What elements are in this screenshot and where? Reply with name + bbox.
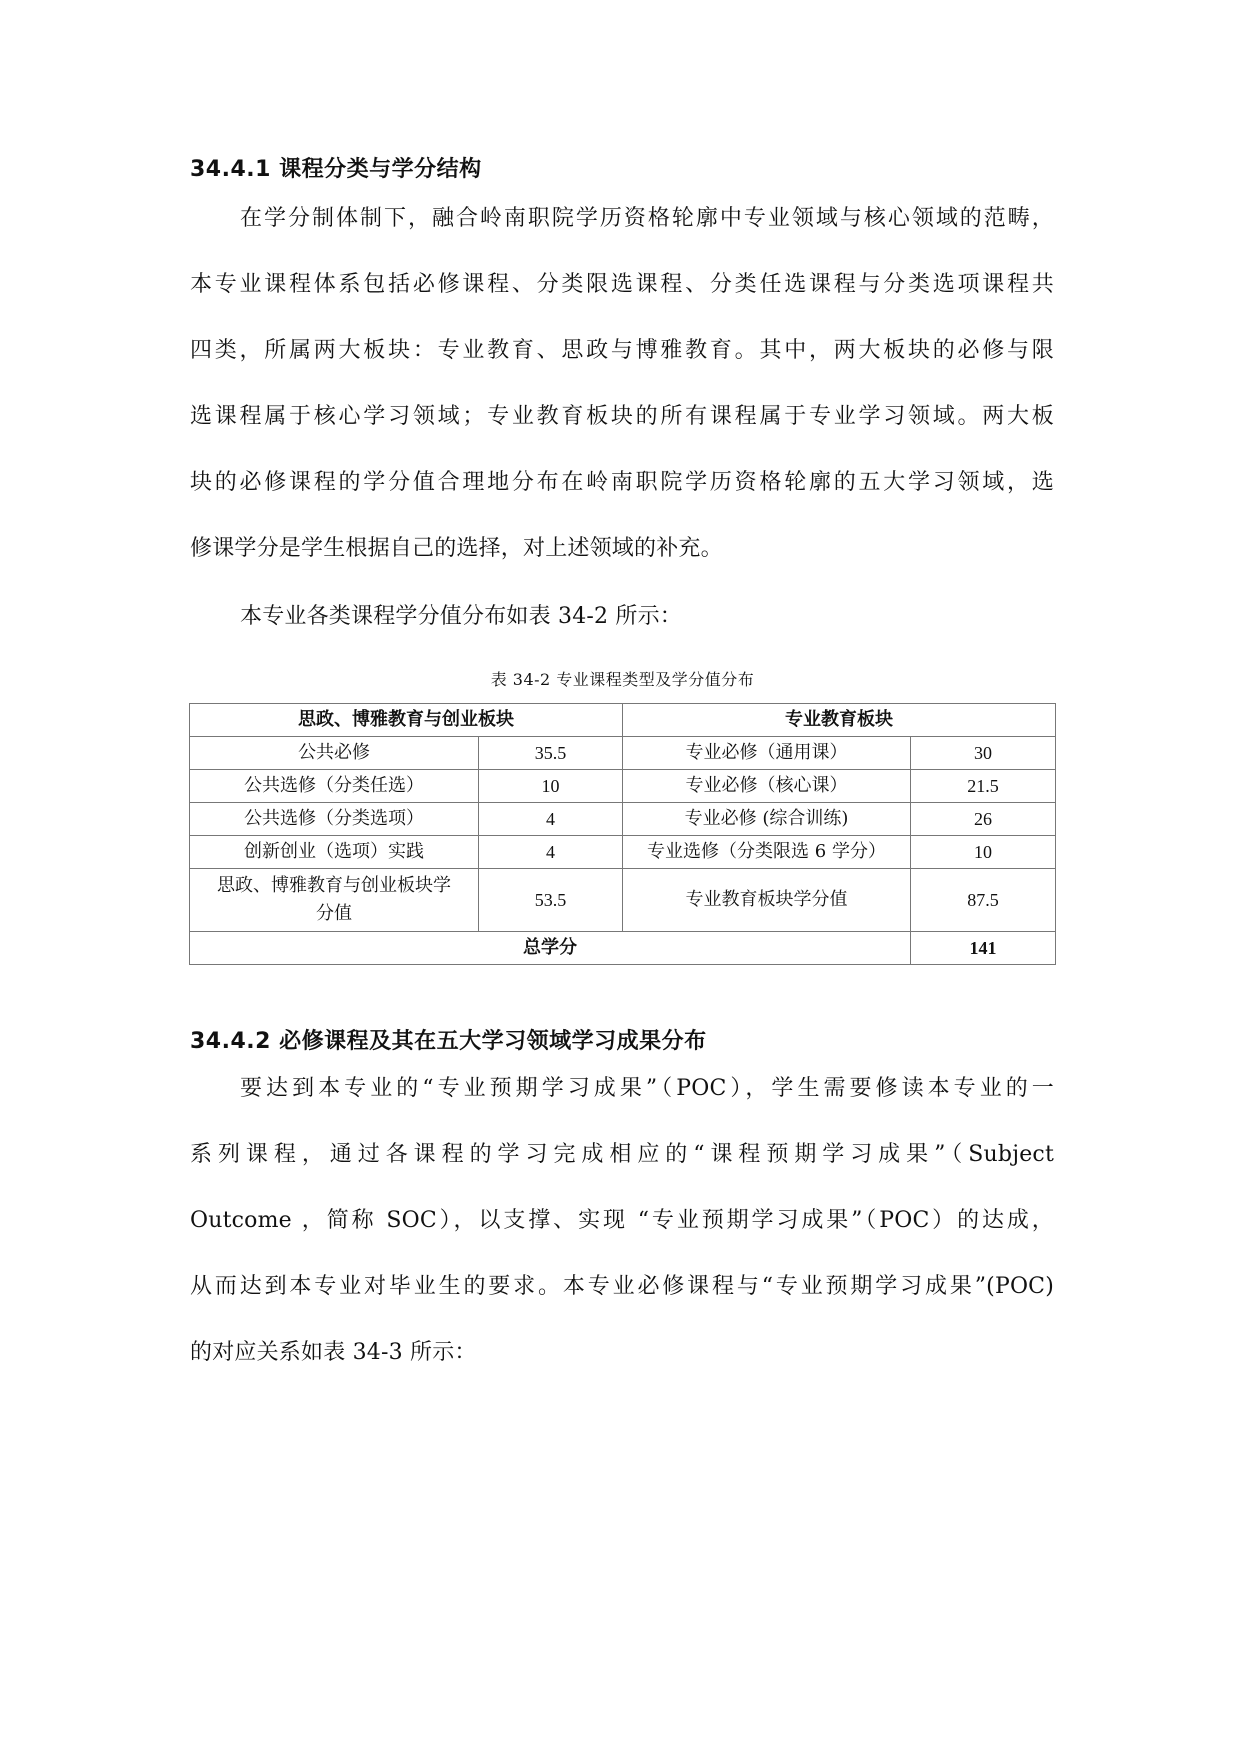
credit-distribution-table [189,703,1056,965]
total-label-cell: 总学分 [190,932,911,965]
cell-right-value: 10 [911,836,1056,869]
cell-left-subtotal-name [190,869,479,932]
table-subtotal-row [190,869,1056,932]
paragraph-line: 四类，所属两大板块：专业教育、思政与博雅教育。其中，两大板块的必修与限 [190,338,1054,363]
cell-left-name: 公共必修 [190,737,479,770]
section-heading-34-4-1: 34.4.1 课程分类与学分结构 [190,157,482,182]
paragraph-line: 的对应关系如表 34-3 所示： [190,1340,477,1365]
table-caption: 表 34-2 专业课程类型及学分值分布 [490,670,755,689]
cell-right-value: 30 [911,737,1056,770]
cell-left-value: 4 [479,803,623,836]
cell-right-value: 26 [911,803,1056,836]
section2-paragraph [190,1073,1054,1403]
cell-right-name: 专业选修（分类限选 6 学分） [623,836,911,869]
paragraph-line: 从而达到本专业对毕业生的要求。本专业必修课程与“专业预期学习成果”(POC) [190,1274,1054,1299]
paragraph-line: 系列课程，通过各课程的学习完成相应的“课程预期学习成果”（Subject [190,1142,1054,1167]
cell-left-name: 创新创业（选项）实践 [190,836,479,869]
cell-right-name: 专业必修 (综合训练) [623,803,911,836]
cell-left-value: 4 [479,836,623,869]
header-cell-left: 思政、博雅教育与创业板块 [190,704,623,737]
cell-left-name: 公共选修（分类选项） [190,803,479,836]
paragraph-line: Outcome ，简称 SOC），以支撑、实现 “专业预期学习成果”（POC）的达成， [190,1208,1054,1233]
table-row [190,836,1056,869]
paragraph-line: 本专业课程体系包括必修课程、分类限选课程、分类任选课程与分类选项课程共 [190,272,1054,297]
paragraph-line: 选课程属于核心学习领域；专业教育板块的所有课程属于专业学习领域。两大板 [190,404,1054,429]
table-row [190,803,1056,836]
cell-right-subtotal-value: 87.5 [911,869,1056,932]
cell-right-name: 专业必修（通用课） [623,737,911,770]
header-cell-right: 专业教育板块 [623,704,1056,737]
table-header-row [190,704,1056,737]
table-row [190,737,1056,770]
section1-paragraph [190,203,1054,599]
paragraph-line: 在学分制体制下，融合岭南职院学历资格轮廓中专业领域与核心领域的范畴， [240,206,1054,231]
table-row [190,770,1056,803]
paragraph-line: 修课学分是学生根据自己的选择，对上述领域的补充。 [190,536,723,561]
cell-right-name: 专业必修（核心课） [623,770,911,803]
cell-left-value: 10 [479,770,623,803]
total-value-cell: 141 [911,932,1056,965]
paragraph-line: 本专业各类课程学分值分布如表 34-2 所示： [240,604,683,629]
table-total-row [190,932,1056,965]
table-intro-paragraph [190,601,1054,667]
paragraph-line: 要达到本专业的“专业预期学习成果”（POC），学生需要修读本专业的一 [240,1076,1054,1101]
cell-left-subtotal-value: 53.5 [479,869,623,932]
section-heading-34-4-2: 34.4.2 必修课程及其在五大学习领域学习成果分布 [190,1029,707,1054]
cell-right-subtotal-name: 专业教育板块学分值 [623,869,911,932]
paragraph-line: 块的必修课程的学分值合理地分布在岭南职院学历资格轮廓的五大学习领域，选 [190,470,1054,495]
subtotal-name-line: 分值 [316,903,352,924]
cell-right-value: 21.5 [911,770,1056,803]
cell-left-value: 35.5 [479,737,623,770]
cell-left-name: 公共选修（分类任选） [190,770,479,803]
subtotal-name-line: 思政、博雅教育与创业板块学 [217,875,451,896]
